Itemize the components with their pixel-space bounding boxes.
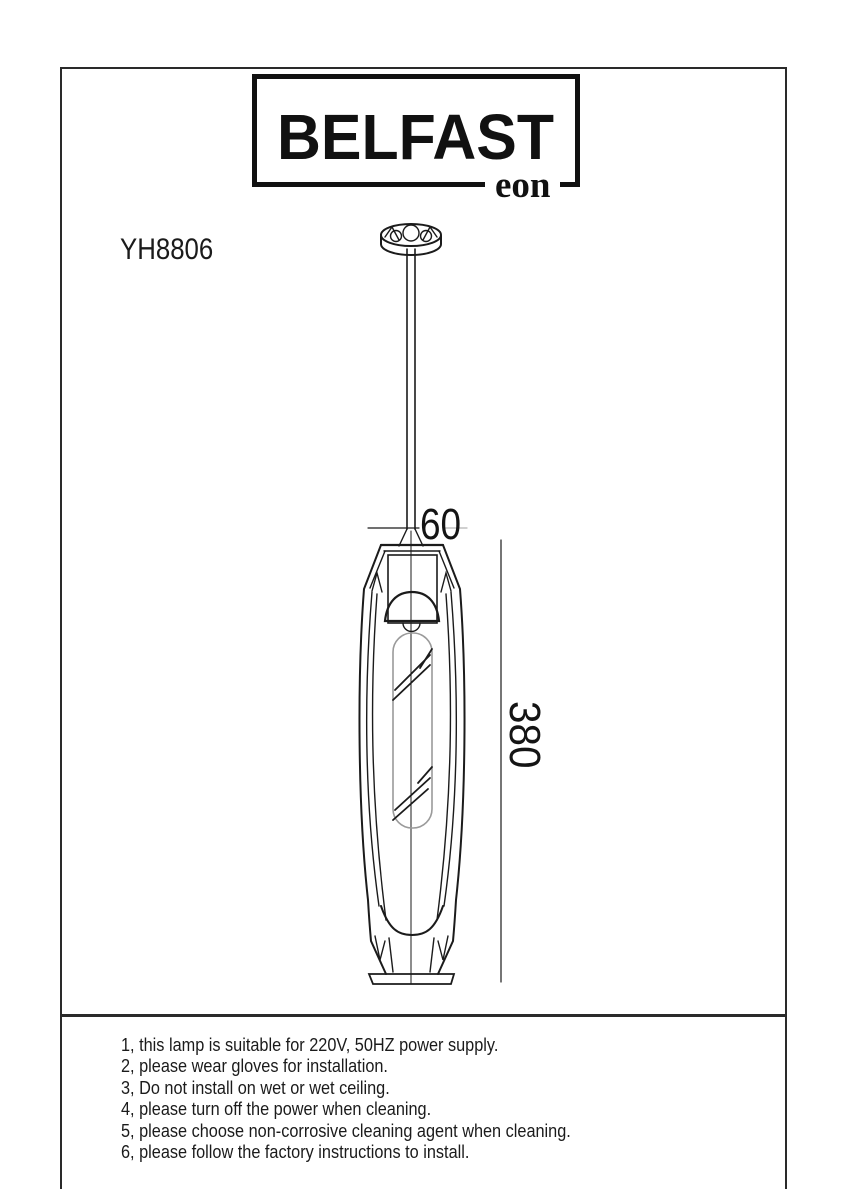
dimension-label-height: 380 — [500, 701, 549, 769]
note-line-1: 1, this lamp is suitable for 220V, 50HZ power supply. — [121, 1034, 499, 1055]
note-line-3: 3, Do not install on wet or wet ceiling. — [121, 1076, 390, 1098]
dimension-label-width: 60 — [420, 500, 462, 549]
faceted-glass-shade-icon — [359, 545, 464, 984]
note-line-6: 6, please follow the factory instructions to install. — [121, 1141, 470, 1163]
lamp-socket-icon — [385, 592, 439, 632]
ceiling-canopy-icon — [381, 224, 441, 255]
model-number: YH8806 — [120, 233, 214, 266]
note-line-2: 2, please wear gloves for installation. — [121, 1055, 388, 1077]
brand-subname: eon — [495, 165, 551, 206]
note-line-4: 4, please turn off the power when cleaning. — [121, 1098, 432, 1120]
installation-notes — [121, 1034, 571, 1162]
note-line-5: 5, please choose non-corrosive cleaning agent when cleaning. — [121, 1119, 571, 1141]
brand-name: BELFAST — [277, 101, 554, 173]
tubular-bulb-icon — [393, 633, 432, 828]
